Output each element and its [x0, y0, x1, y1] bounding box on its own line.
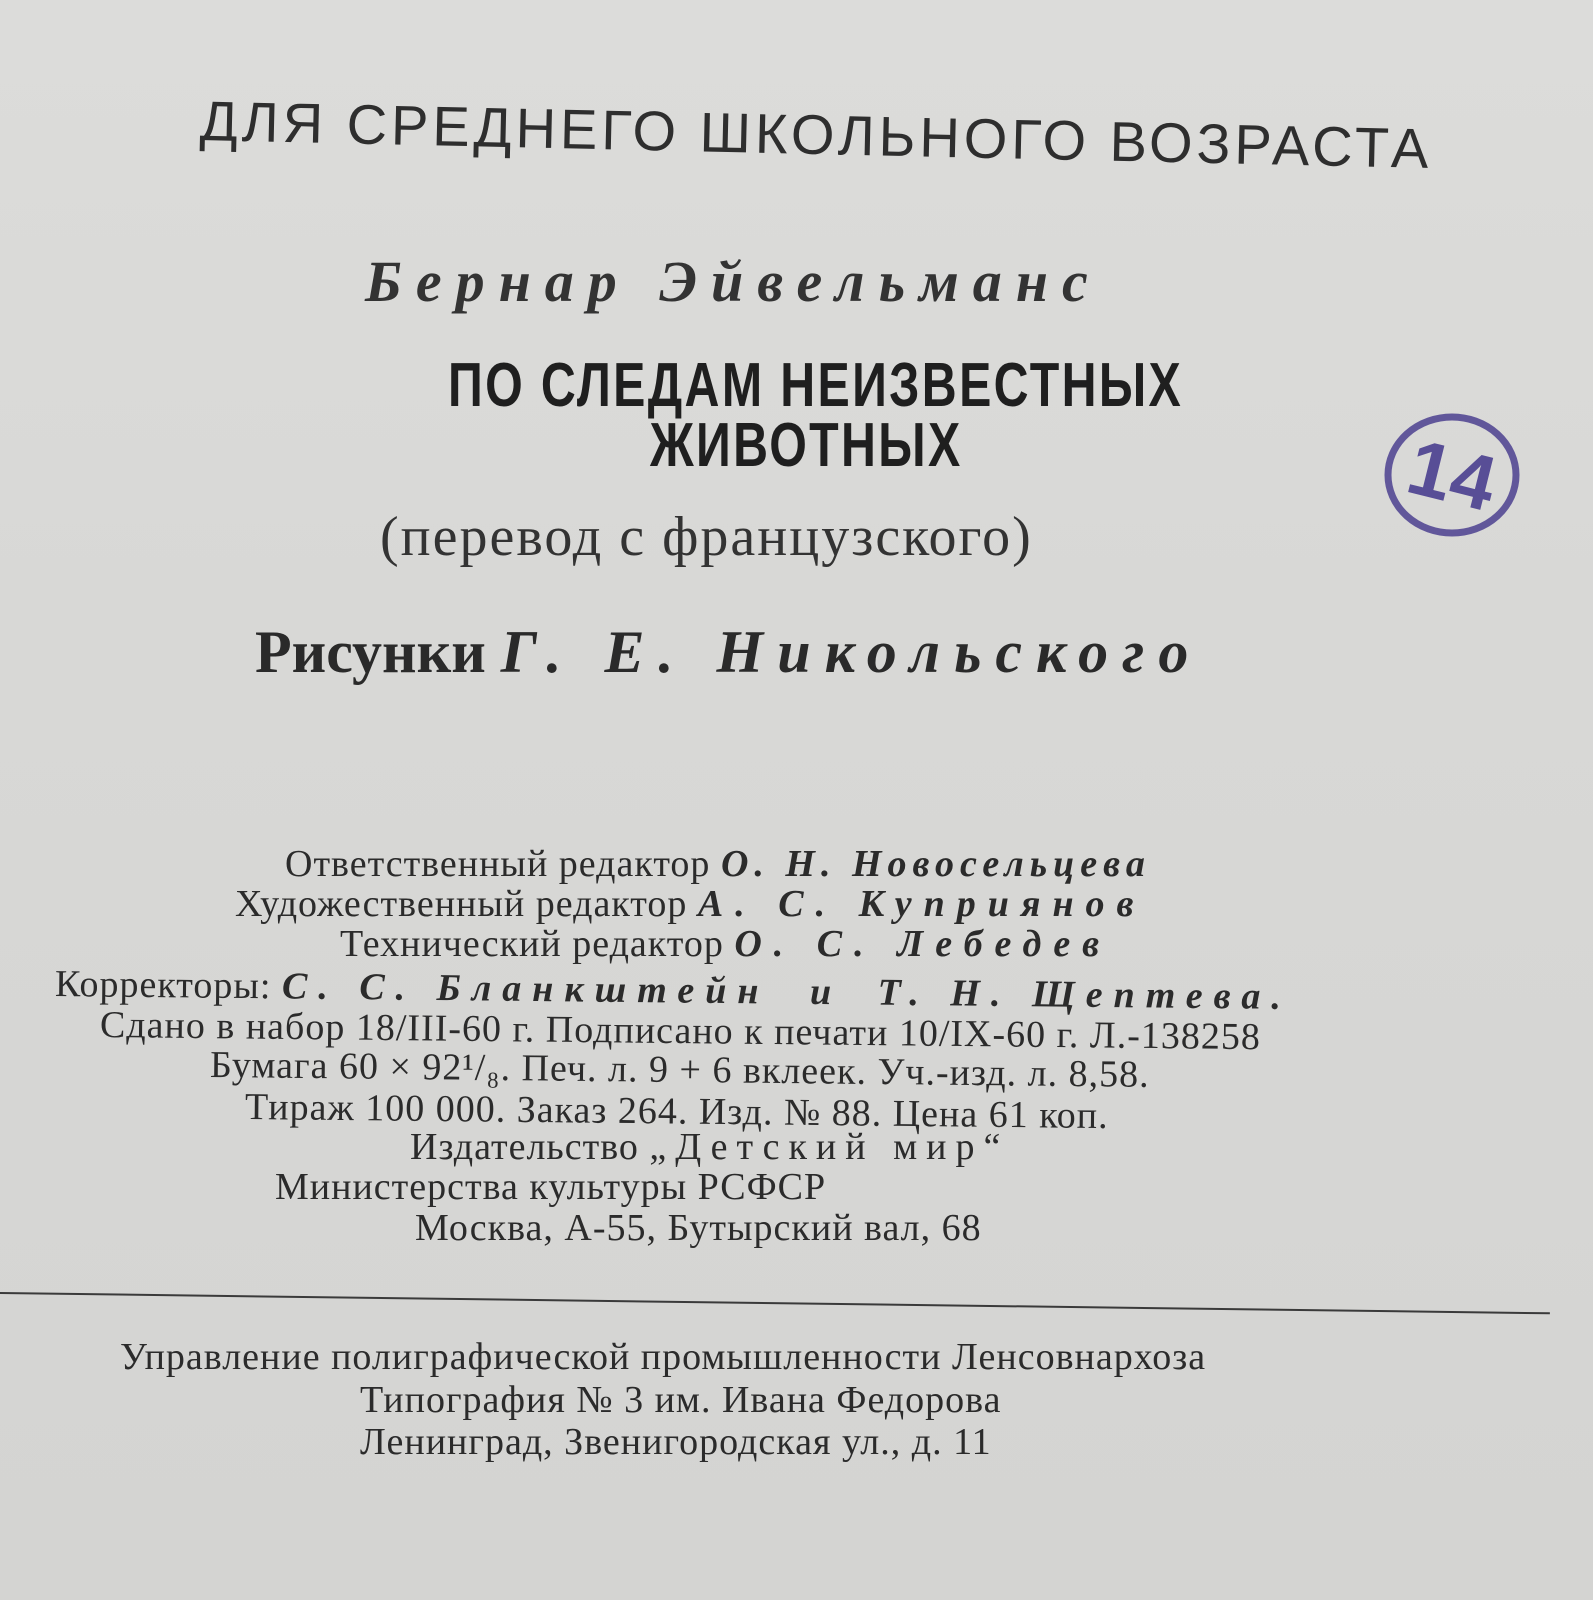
translation-note: (перевод с французского) — [380, 506, 1033, 568]
illustrator-name: Г. Е. Никольского — [500, 619, 1203, 685]
publisher-label: Издательство — [410, 1126, 639, 1168]
imprint-publisher-line — [410, 1125, 1009, 1169]
editor-label: Ответственный редактор — [285, 843, 711, 885]
proofreader-name-2: Т. Н. Щептева. — [877, 971, 1293, 1018]
imprint-address-line: Москва, А-55, Бутырский вал, 68 — [415, 1207, 982, 1249]
editor-name: О. Н. Новосельцева — [720, 843, 1151, 885]
imprint-dates-line: Сдано в набор 18/III-60 г. Подписано к печати 10/IX-60 г. Л.-138258 — [99, 1004, 1262, 1059]
proofreader-name-1: С. С. Бланкштейн — [281, 965, 770, 1013]
age-group-line: ДЛЯ СРЕДНЕГО ШКОЛЬНОГО ВОЗРАСТА — [199, 89, 1434, 180]
library-stamp-icon — [1382, 410, 1522, 540]
proofreaders-and: и — [809, 970, 838, 1014]
imprint-tech-editor-line — [340, 922, 1111, 966]
book-title-line-1: ПО СЛЕДАМ НЕИЗВЕСТНЫХ — [448, 351, 1184, 420]
imprint-art-editor-line — [235, 882, 1146, 926]
printer-line-1: Управление полиграфической промышленности Ленсовнархоза — [120, 1336, 1207, 1378]
illustrations-credit — [255, 618, 1202, 687]
printer-line-2: Типография № 3 им. Ивана Федорова — [360, 1379, 1002, 1421]
printer-line-3: Ленинград, Звенигородская ул., д. 11 — [360, 1421, 992, 1463]
imprint-paper-line: Бумага 60 × 92¹/₈. Печ. л. 9 + 6 вклеек. Уч.-изд. л. 8,58. — [209, 1044, 1150, 1096]
book-title-line-2: ЖИВОТНЫХ — [650, 411, 963, 480]
imprint-ministry-line: Министерства культуры РСФСР — [275, 1166, 827, 1208]
proofreaders-label: Корректоры: — [54, 963, 272, 1008]
art-editor-label: Художественный редактор — [235, 883, 688, 925]
publisher-name: „Детский мир“ — [649, 1126, 1010, 1168]
divider-rule — [0, 1292, 1550, 1314]
tech-editor-label: Технический редактор — [340, 923, 724, 965]
author-name: Бернар Эйвельманс — [365, 249, 1102, 314]
imprint-print-run-line: Тираж 100 000. Заказ 264. Изд. № 88. Цена 61 коп. — [244, 1086, 1109, 1138]
stamp-number: 14 — [1399, 421, 1505, 529]
illustrations-label: Рисунки — [255, 619, 486, 685]
art-editor-name: А. С. Куприянов — [697, 883, 1146, 925]
tech-editor-name: О. С. Лебедев — [734, 923, 1112, 965]
imprint-editor-line — [285, 842, 1151, 886]
